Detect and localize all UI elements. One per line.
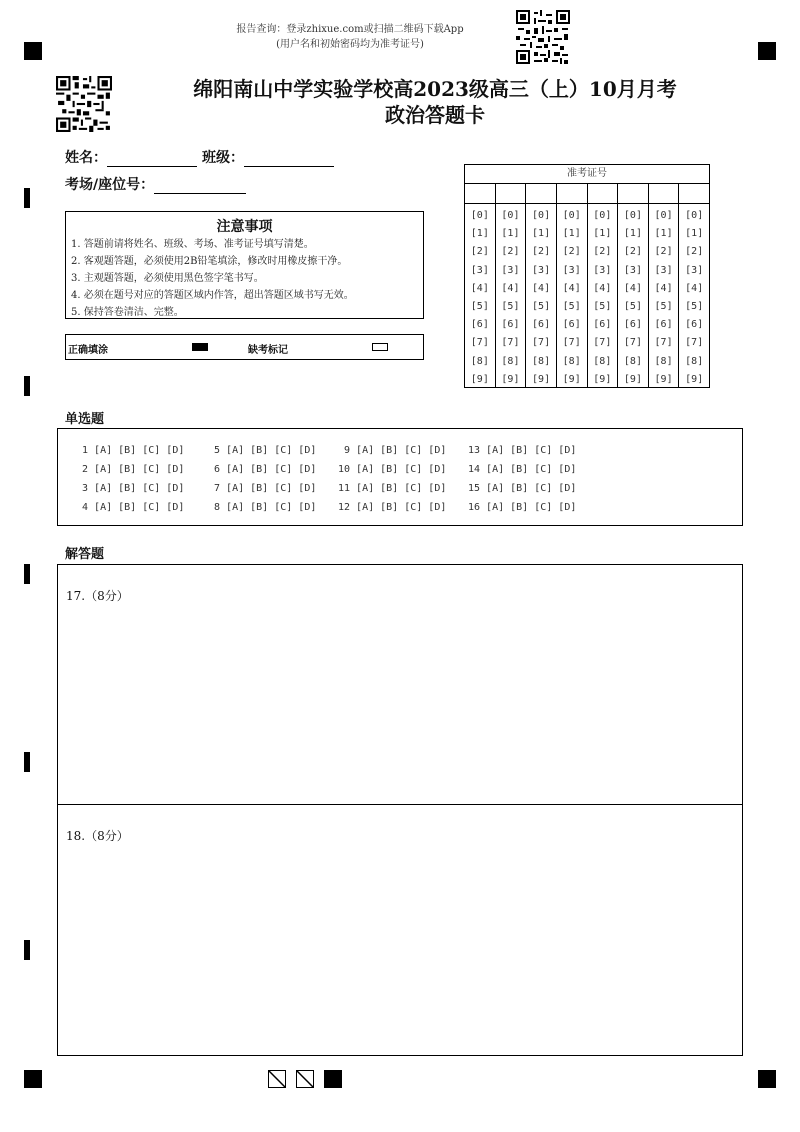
- admission-digit-bubble[interactable]: [3]: [501, 264, 520, 276]
- notice-item: 2. 客观题答题，必须使用2B铅笔填涂，修改时用橡皮擦干净。: [71, 256, 348, 267]
- qr-code-top: [516, 10, 570, 64]
- name-line[interactable]: [107, 152, 197, 167]
- timing-mark: [24, 752, 30, 772]
- choice-row[interactable]: 3 [A] [B] [C] [D]: [76, 483, 185, 494]
- choice-row[interactable]: 4 [A] [B] [C] [D]: [76, 502, 185, 513]
- choice-row[interactable]: 10 [A] [B] [C] [D]: [338, 464, 447, 475]
- admission-digit-bubble[interactable]: [5]: [654, 301, 673, 313]
- admission-digit-bubble[interactable]: [8]: [654, 355, 673, 367]
- notice-item: 5. 保持答卷清洁、完整。: [71, 307, 184, 318]
- admission-digit-bubble[interactable]: [9]: [654, 373, 673, 385]
- page-title: [130, 76, 740, 128]
- room-seat-label: 考场/座位号：: [65, 177, 155, 193]
- choice-row[interactable]: 5 [A] [B] [C] [D]: [208, 445, 317, 456]
- correct-fill-sample: [192, 343, 208, 351]
- admission-digit-bubble[interactable]: [4]: [470, 282, 489, 294]
- admission-digit-bubble[interactable]: [8]: [470, 355, 489, 367]
- choice-row[interactable]: 14 [A] [B] [C] [D]: [468, 464, 577, 475]
- admission-digit-cell[interactable]: [465, 183, 496, 203]
- admission-digit-bubble[interactable]: [9]: [532, 373, 551, 385]
- admission-digit-bubble[interactable]: [8]: [532, 355, 551, 367]
- admission-digit-bubble[interactable]: [9]: [562, 373, 581, 385]
- question-18-label: 18.（8分）: [66, 829, 129, 843]
- admission-number-grid: [464, 164, 710, 388]
- admission-digit-bubble[interactable]: [9]: [685, 373, 704, 385]
- admission-digit-bubble[interactable]: [5]: [623, 301, 642, 313]
- admission-digit-bubble[interactable]: [4]: [593, 282, 612, 294]
- admission-digit-bubble[interactable]: [3]: [685, 264, 704, 276]
- admission-number-write-row: [465, 183, 709, 204]
- single-choice-box: [57, 428, 743, 526]
- admission-digit-bubble[interactable]: [1]: [623, 228, 642, 240]
- admission-digit-bubble[interactable]: [5]: [532, 301, 551, 313]
- question-17-label: 17.（8分）: [66, 589, 129, 603]
- admission-digit-bubble[interactable]: [1]: [562, 228, 581, 240]
- admission-digit-column: [496, 203, 527, 387]
- room-seat-line[interactable]: [154, 179, 246, 194]
- admission-digit-bubble[interactable]: [2]: [532, 246, 551, 258]
- choice-row[interactable]: 1 [A] [B] [C] [D]: [76, 445, 185, 456]
- admission-digit-bubble[interactable]: [7]: [501, 337, 520, 349]
- exam-title: 绵阳南山中学实验学校高2023级高三（上）10月月考: [193, 77, 677, 101]
- timing-mark: [24, 188, 30, 208]
- choice-row[interactable]: 11 [A] [B] [C] [D]: [338, 483, 447, 494]
- admission-digit-bubble[interactable]: [5]: [685, 301, 704, 313]
- class-line[interactable]: [244, 152, 334, 167]
- admission-digit-bubble[interactable]: [8]: [685, 355, 704, 367]
- admission-digit-cell[interactable]: [588, 183, 619, 203]
- admission-digit-bubble[interactable]: [7]: [623, 337, 642, 349]
- admission-digit-bubble[interactable]: [3]: [654, 264, 673, 276]
- correct-fill-label: 正确填涂: [68, 345, 108, 356]
- admission-digit-bubble[interactable]: [8]: [593, 355, 612, 367]
- choice-row[interactable]: 9 [A] [B] [C] [D]: [338, 445, 447, 456]
- admission-digit-bubble[interactable]: [1]: [654, 228, 673, 240]
- admission-digit-bubble[interactable]: [1]: [685, 228, 704, 240]
- admission-digit-bubble[interactable]: [1]: [501, 228, 520, 240]
- notice-box: [65, 211, 424, 319]
- admission-digit-cell[interactable]: [557, 183, 588, 203]
- admission-digit-bubble[interactable]: [0]: [654, 210, 673, 221]
- admission-digit-bubble[interactable]: [4]: [501, 282, 520, 294]
- timing-mark: [24, 376, 30, 396]
- admission-digit-bubble[interactable]: [6]: [501, 319, 520, 331]
- class-field[interactable]: [202, 147, 334, 167]
- admission-digit-cell[interactable]: [526, 183, 557, 203]
- room-seat-field[interactable]: [65, 174, 246, 194]
- qr-code-left: [56, 76, 112, 132]
- admission-digit-bubble[interactable]: [9]: [623, 373, 642, 385]
- admission-digit-bubble[interactable]: [3]: [593, 264, 612, 276]
- admission-digit-bubble[interactable]: [0]: [532, 210, 551, 221]
- admission-number-title: 准考证号: [465, 165, 709, 184]
- admission-digit-bubble[interactable]: [9]: [593, 373, 612, 385]
- admission-digit-bubble[interactable]: [6]: [623, 319, 642, 331]
- admission-digit-bubble[interactable]: [4]: [532, 282, 551, 294]
- choice-column: [338, 441, 446, 517]
- notice-item: 3. 主观题答题，必须使用黑色签字笔书写。: [71, 273, 264, 284]
- timing-mark: [24, 564, 30, 584]
- choice-row[interactable]: 16 [A] [B] [C] [D]: [468, 502, 577, 513]
- admission-digit-bubble[interactable]: [4]: [685, 282, 704, 294]
- choice-row[interactable]: 2 [A] [B] [C] [D]: [76, 464, 185, 475]
- class-label: 班级：: [202, 150, 244, 166]
- admission-digit-bubble[interactable]: [2]: [470, 246, 489, 258]
- admission-digit-bubble[interactable]: [3]: [532, 264, 551, 276]
- admission-digit-bubble[interactable]: [1]: [470, 228, 489, 240]
- choice-row[interactable]: 12 [A] [B] [C] [D]: [338, 502, 447, 513]
- choice-column: [468, 441, 576, 517]
- admission-digit-bubble[interactable]: [7]: [532, 337, 551, 349]
- admission-digit-bubble[interactable]: [3]: [470, 264, 489, 276]
- admission-digit-bubble[interactable]: [0]: [470, 210, 489, 221]
- admission-digit-bubble[interactable]: [7]: [593, 337, 612, 349]
- name-field[interactable]: [65, 147, 197, 167]
- admission-digit-cell[interactable]: [679, 183, 709, 203]
- choice-row[interactable]: 8 [A] [B] [C] [D]: [208, 502, 317, 513]
- admission-digit-bubble[interactable]: [4]: [654, 282, 673, 294]
- admission-digit-bubble[interactable]: [5]: [470, 301, 489, 313]
- footer-solid-mark: [324, 1070, 342, 1088]
- answer-area-18[interactable]: [57, 804, 743, 1056]
- admission-digit-column: [465, 203, 496, 387]
- subject-title: 政治答题卡: [385, 103, 485, 127]
- admission-digit-bubble[interactable]: [2]: [562, 246, 581, 258]
- admission-digit-column: [649, 203, 680, 387]
- admission-digit-bubble[interactable]: [8]: [623, 355, 642, 367]
- admission-digit-bubble[interactable]: [6]: [685, 319, 704, 331]
- absent-mark-checkbox[interactable]: [372, 343, 388, 351]
- admission-digit-bubble[interactable]: [1]: [532, 228, 551, 240]
- answer-area-17[interactable]: [57, 564, 743, 805]
- admission-digit-column: [588, 203, 619, 387]
- admission-digit-column: [679, 203, 709, 387]
- admission-digit-bubble[interactable]: [1]: [593, 228, 612, 240]
- admission-digit-bubble[interactable]: [7]: [562, 337, 581, 349]
- choice-row[interactable]: 6 [A] [B] [C] [D]: [208, 464, 317, 475]
- absent-mark-label: 缺考标记: [248, 345, 288, 356]
- admission-digit-bubble[interactable]: [2]: [685, 246, 704, 258]
- admission-digit-bubble[interactable]: [4]: [562, 282, 581, 294]
- admission-digit-bubble[interactable]: [0]: [562, 210, 581, 221]
- single-choice-label: 单选题: [65, 412, 105, 427]
- name-label: 姓名：: [65, 150, 107, 166]
- admission-digit-bubble[interactable]: [8]: [501, 355, 520, 367]
- choice-column: [208, 441, 316, 517]
- essay-section-label: 解答题: [65, 547, 105, 562]
- footer-hatched-mark: [296, 1070, 314, 1088]
- admission-digit-bubble[interactable]: [9]: [501, 373, 520, 385]
- admission-digit-bubble[interactable]: [0]: [593, 210, 612, 221]
- corner-mark-bottom-right: [758, 1070, 776, 1088]
- footer-hatched-mark: [268, 1070, 286, 1088]
- admission-digit-bubble[interactable]: [6]: [593, 319, 612, 331]
- admission-digit-cell[interactable]: [618, 183, 649, 203]
- admission-digit-bubble[interactable]: [2]: [593, 246, 612, 258]
- admission-digit-bubble[interactable]: [4]: [623, 282, 642, 294]
- admission-digit-cell[interactable]: [649, 183, 680, 203]
- admission-digit-column: [618, 203, 649, 387]
- admission-digit-bubble[interactable]: [5]: [501, 301, 520, 313]
- admission-digit-column: [557, 203, 588, 387]
- corner-mark-top-left: [24, 42, 42, 60]
- admission-digit-bubble[interactable]: [5]: [562, 301, 581, 313]
- password-hint-line: (用户名和初始密码均为准考证号): [276, 39, 424, 50]
- choice-row[interactable]: 15 [A] [B] [C] [D]: [468, 483, 577, 494]
- admission-digit-bubble[interactable]: [7]: [654, 337, 673, 349]
- admission-digit-bubble[interactable]: [0]: [685, 210, 704, 221]
- admission-digit-bubble[interactable]: [0]: [501, 210, 520, 221]
- admission-digit-bubble[interactable]: [8]: [562, 355, 581, 367]
- admission-digit-bubble[interactable]: [7]: [685, 337, 704, 349]
- report-query-notice: [200, 22, 500, 52]
- admission-digit-bubble[interactable]: [6]: [654, 319, 673, 331]
- admission-digit-bubble[interactable]: [7]: [470, 337, 489, 349]
- admission-digit-bubble[interactable]: [2]: [623, 246, 642, 258]
- fill-example-box: [65, 334, 424, 360]
- timing-mark: [24, 940, 30, 960]
- notice-title: 注意事项: [216, 219, 273, 235]
- admission-digit-bubble[interactable]: [6]: [532, 319, 551, 331]
- notice-item: 4. 必须在题号对应的答题区域内作答，超出答题区域书写无效。: [71, 290, 354, 301]
- admission-digit-cell[interactable]: [496, 183, 527, 203]
- admission-digit-bubble[interactable]: [9]: [470, 373, 489, 385]
- admission-digit-bubble[interactable]: [6]: [470, 319, 489, 331]
- corner-mark-top-right: [758, 42, 776, 60]
- choice-column: [76, 441, 184, 517]
- admission-digit-bubble[interactable]: [3]: [623, 264, 642, 276]
- admission-digit-bubble[interactable]: [2]: [654, 246, 673, 258]
- notice-item: 1. 答题前请将姓名、班级、考场、准考证号填写清楚。: [71, 239, 314, 250]
- admission-digit-bubble[interactable]: [6]: [562, 319, 581, 331]
- corner-mark-bottom-left: [24, 1070, 42, 1088]
- choice-row[interactable]: 7 [A] [B] [C] [D]: [208, 483, 317, 494]
- admission-digit-bubble[interactable]: [5]: [593, 301, 612, 313]
- admission-digit-bubble[interactable]: [0]: [623, 210, 642, 221]
- report-query-line: 报告查询：登录zhixue.com或扫描二维码下载App: [236, 24, 464, 35]
- admission-digit-column: [526, 203, 557, 387]
- admission-digit-bubble[interactable]: [3]: [562, 264, 581, 276]
- admission-digit-bubble[interactable]: [2]: [501, 246, 520, 258]
- choice-row[interactable]: 13 [A] [B] [C] [D]: [468, 445, 577, 456]
- admission-bubble-columns: [465, 203, 709, 387]
